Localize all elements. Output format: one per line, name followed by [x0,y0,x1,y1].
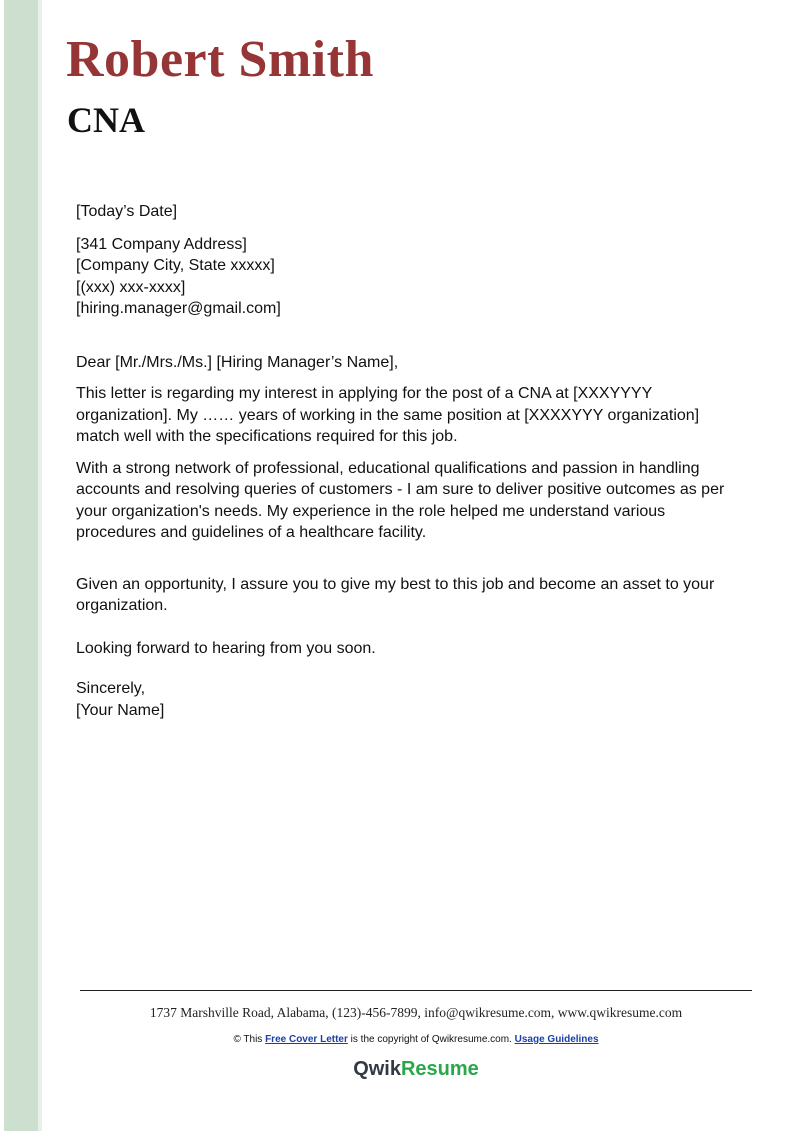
job-title: CNA [67,100,145,140]
footer-contact: 1737 Marshville Road, Alabama, (123)-456-7899, info@qwikresume.com, www.qwikresume.com [149,1005,683,1020]
applicant-name: Robert Smith [66,31,374,88]
footer-divider [80,990,752,991]
sidebar-decoration [4,0,38,1131]
recipient-address [76,234,746,320]
copyright-notice [80,1034,752,1045]
salutation: Dear [Mr./Mrs./Ms.] [Hiring Manager’s Name], [76,353,399,371]
paragraph: Looking forward to hearing from you soon. [76,639,376,657]
logo-part-resume: Resume [400,1058,479,1080]
address-line: [Company City, State xxxxx] [76,257,275,274]
paragraph: Given an opportunity, I assure you to give my best to this job and become an asset to your organization. [76,575,715,614]
address-line: [hiring.manager@gmail.com] [76,300,281,317]
qwikresume-logo[interactable] [80,1055,752,1083]
letter-date: [Today’s Date] [76,203,178,220]
usage-guidelines-link[interactable]: Usage Guidelines [514,1034,599,1045]
letter-body [76,201,746,721]
address-line: [341 Company Address] [76,235,247,253]
closing: Sincerely, [76,680,146,697]
paragraph: With a strong network of professional, educational qualifications and passion in handling accounts and resolving queries of customers - I am sure to deliver positive outcomes as per your organization's needs. My experience in the role helped me understand various procedures and guidelines of a healthcare facility. [76,459,725,541]
sidebar-edge [38,0,42,1131]
copyright-prefix: © This [233,1034,263,1045]
copyright-middle: is the copyright of Qwikresume.com. [350,1034,512,1045]
signature: [Your Name] [76,701,165,719]
address-line: [(xxx) xxx-xxxx] [76,278,186,296]
logo-part-qwik: Qwik [353,1058,401,1080]
free-cover-letter-link[interactable]: Free Cover Letter [265,1034,348,1045]
paragraph: This letter is regarding my interest in applying for the post of a CNA at [XXXYYYY organization]. My …… years of working in the same position at [XXXXYYY organization] match well with the specifications required for this job. [76,385,700,445]
